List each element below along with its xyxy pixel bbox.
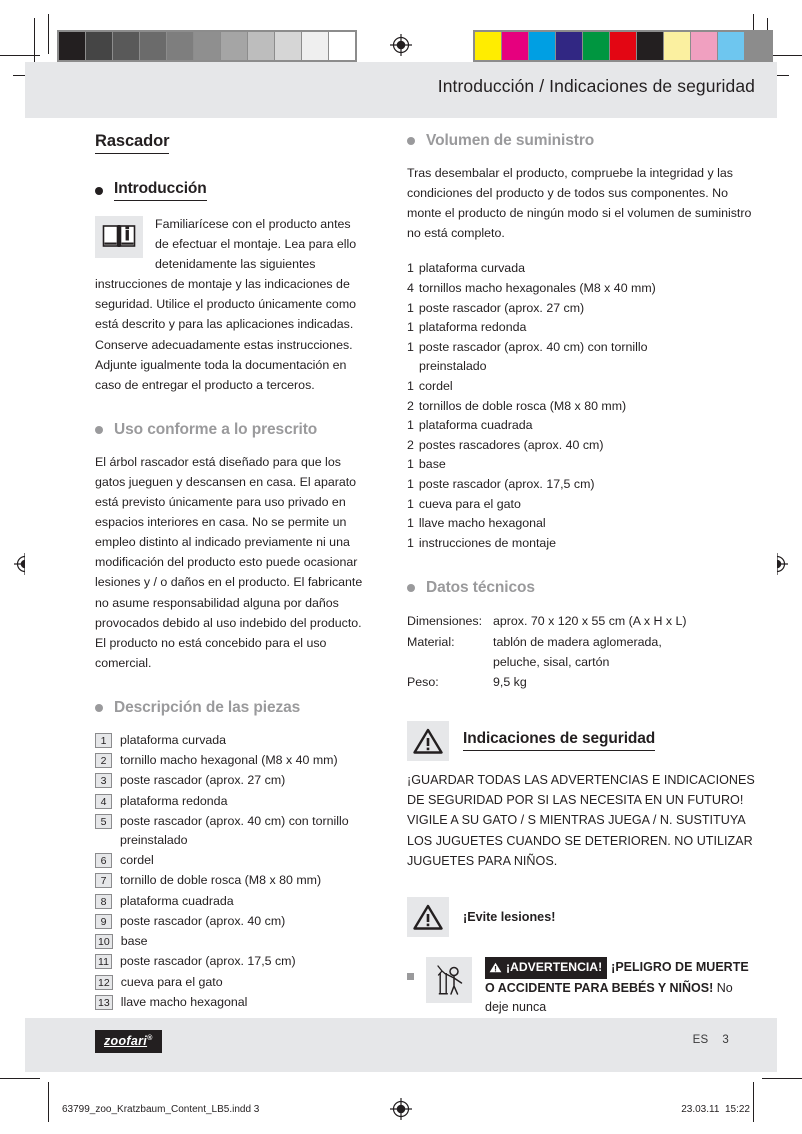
- part-label: poste rascador (aprox. 27 cm): [120, 773, 286, 788]
- part-number-box: 13: [95, 995, 113, 1010]
- slug-time: 15:22: [724, 1104, 750, 1115]
- list-item: [95, 812, 365, 850]
- gray-swatch: [329, 32, 355, 60]
- color-swatch: [745, 32, 771, 60]
- supply-quantity: 1: [407, 516, 414, 531]
- zoofari-logo-trademark: ®: [147, 1034, 153, 1042]
- supply-label: plataforma curvada: [418, 261, 525, 276]
- section-heading-volumen-suministro: [407, 132, 755, 150]
- spec-value: peluche, sisal, cartón: [493, 654, 610, 669]
- list-item: [407, 455, 755, 475]
- list-item: [407, 514, 755, 534]
- advertencia-bold-text: ¡PELIGRO DE MUERTE O ACCIDENTE PARA BEBÉS Y NIÑOS!: [485, 959, 749, 995]
- supply-label: preinstalado: [419, 359, 487, 374]
- list-item: [95, 952, 365, 971]
- part-number-box: 5: [95, 814, 112, 829]
- slug-date: 23.03.11: [681, 1104, 720, 1115]
- part-number-box: 7: [95, 873, 112, 888]
- part-label: tornillo macho hexagonal (M8 x 40 mm): [120, 753, 338, 768]
- column-gutter: [365, 118, 407, 1018]
- page-footer-band: [25, 1018, 777, 1072]
- part-label: cueva para el gato: [120, 974, 223, 989]
- section-heading-descripcion-piezas: [95, 699, 365, 717]
- part-label: poste rascador (aprox. 40 cm) con tornillo preinstalado: [120, 813, 349, 847]
- heading-datos-tecnicos: Datos técnicos: [426, 579, 535, 597]
- gray-swatch: [59, 32, 85, 60]
- section-heading-datos-tecnicos: [407, 579, 755, 597]
- spec-value: aprox. 70 x 120 x 55 cm (A x H x L): [493, 614, 687, 629]
- supply-label: postes rascadores (aprox. 40 cm): [418, 437, 604, 452]
- crop-mark-bottom-right-h: [762, 1078, 802, 1079]
- parts-description-list: [95, 731, 365, 1012]
- list-item: [407, 416, 755, 436]
- supply-quantity: 1: [407, 300, 414, 315]
- list-item: [407, 299, 755, 319]
- color-swatch: [718, 32, 744, 60]
- grayscale-calibration-strip: [57, 30, 357, 62]
- slug-timestamp: [681, 1104, 750, 1115]
- part-label: poste rascador (aprox. 17,5 cm): [120, 954, 296, 969]
- supply-quantity: 4: [407, 280, 414, 295]
- supply-label: tornillos macho hexagonales (M8 x 40 mm): [418, 280, 656, 295]
- list-item: [95, 751, 365, 770]
- advertencia-trailing-text: No deje nunca: [485, 980, 733, 1015]
- two-column-layout: [25, 118, 777, 1018]
- supply-quantity: 1: [407, 339, 414, 354]
- list-item: [407, 279, 755, 299]
- color-swatch: [691, 32, 717, 60]
- registration-mark-top: [389, 33, 413, 57]
- intro-paragraph-text: Familiarícese con el producto antes de efectuar el montaje. Lea para ello detenidamente las siguientes instrucciones de montaje y las indicaciones de seguridad. Utilice el producto únicamente como está descrito y para las aplicaciones indicadas. Conserve adecuadamente estas instrucciones. Adjunte igualmente toda la documentación en caso de entregar el producto a terceros.: [95, 217, 357, 392]
- bullet-dot-icon: [95, 704, 103, 712]
- list-item: [95, 851, 365, 870]
- list-item: [95, 871, 365, 890]
- supply-quantity: 1: [407, 378, 414, 393]
- section-heading-uso-conforme: [95, 421, 365, 439]
- supply-quantity: 1: [407, 457, 414, 472]
- supply-label: tornillos de doble rosca (M8 x 80 mm): [418, 398, 627, 413]
- warning-triangle-icon: [489, 962, 502, 973]
- spec-value: 9,5 kg: [493, 674, 527, 689]
- bullet-dot-icon: [407, 584, 415, 592]
- list-item: [95, 771, 365, 790]
- part-number-box: 4: [95, 794, 112, 809]
- supply-label: cordel: [418, 378, 453, 393]
- list-item: [407, 259, 755, 279]
- heading-indicaciones-seguridad: Indicaciones de seguridad: [463, 730, 655, 751]
- gray-swatch: [86, 32, 112, 60]
- square-bullet-icon: [407, 973, 414, 980]
- supply-quantity: 1: [407, 535, 414, 550]
- color-swatch: [556, 32, 582, 60]
- part-number-box: 1: [95, 733, 112, 748]
- supply-label: poste rascador (aprox. 27 cm): [418, 300, 585, 315]
- list-item: [95, 973, 365, 992]
- child-pulling-icon: [426, 957, 472, 1003]
- supply-label: plataforma cuadrada: [418, 418, 533, 433]
- page-header-title: Introducción / Indicaciones de seguridad: [437, 76, 755, 96]
- crop-mark-top-left-v: [48, 14, 49, 54]
- list-item: [407, 495, 755, 515]
- part-number-box: 8: [95, 894, 112, 909]
- supply-items-list: [407, 259, 755, 553]
- table-row: [407, 633, 687, 653]
- spec-key: Material:: [407, 634, 455, 649]
- heading-introduccion: Introducción: [114, 180, 207, 201]
- gray-swatch: [194, 32, 220, 60]
- list-item: [407, 318, 755, 338]
- part-label: cordel: [120, 853, 154, 868]
- list-item: [407, 436, 755, 456]
- intended-use-paragraph: El árbol rascador está diseñado para que los gatos jueguen y descansen en casa. El aparato está previsto únicamente para uso privado en espacios interiores en casa. No se permite un empleo distinto al indicado previamente ni una modificación del producto esto puede ocasionar lesiones y / o daños en el producto. El fabricante no asume responsabilidad alguna por daños provocados debido al uso indebido del producto. El producto no está concebido para el uso comercial.: [95, 454, 363, 670]
- gray-swatch: [140, 32, 166, 60]
- color-swatch: [529, 32, 555, 60]
- part-number-box: 9: [95, 914, 112, 929]
- safety-caps-paragraph: ¡GUARDAR TODAS LAS ADVERTENCIAS E INDICACIONES DE SEGURIDAD POR SI LAS NECESITA EN UN FUTURO! VIGILE A SU GATO / S MIENTRAS JUEGA / N. SUSTITUYA LOS JUGUETES CUANDO SE DETERIOREN. NO UTILIZAR JUGUETES PARA NIÑOS.: [407, 773, 755, 868]
- right-column: [407, 118, 777, 1018]
- warning-triangle-icon: [407, 897, 449, 937]
- list-item: [95, 993, 365, 1012]
- language-code: ES: [692, 1034, 709, 1046]
- color-swatch: [583, 32, 609, 60]
- gray-swatch: [302, 32, 328, 60]
- crop-mark-top-left-inner-v: [34, 18, 35, 64]
- part-label: tornillo de doble rosca (M8 x 80 mm): [120, 873, 322, 888]
- gray-swatch: [113, 32, 139, 60]
- crop-mark-bottom-right-v: [753, 1082, 754, 1122]
- book-info-icon: [95, 216, 143, 258]
- crop-mark-bottom-left-h: [0, 1078, 40, 1079]
- supply-label: plataforma redonda: [418, 320, 527, 335]
- list-item: [95, 912, 365, 931]
- table-row: [407, 612, 687, 632]
- supply-quantity: 1: [407, 496, 414, 511]
- page-title: Rascador: [95, 132, 169, 154]
- list-item: [407, 377, 755, 397]
- supply-label: cueva para el gato: [418, 496, 521, 511]
- list-item: [407, 397, 755, 417]
- supply-quantity: 1: [407, 261, 414, 276]
- color-swatch: [637, 32, 663, 60]
- bullet-dot-icon: [407, 137, 415, 145]
- gray-swatch: [167, 32, 193, 60]
- color-swatch: [502, 32, 528, 60]
- list-item: [407, 475, 755, 495]
- section-heading-indicaciones-seguridad: [407, 721, 755, 761]
- spec-value: tablón de madera aglomerada,: [493, 634, 662, 649]
- part-number-box: 11: [95, 954, 112, 969]
- part-number-box: 6: [95, 853, 112, 868]
- technical-data-table: [407, 612, 687, 693]
- list-item: [95, 892, 365, 911]
- heading-volumen-suministro: Volumen de suministro: [426, 132, 595, 149]
- crop-mark-bottom-left-v: [48, 1082, 49, 1122]
- section-heading-introduccion: [95, 180, 365, 201]
- part-label: plataforma curvada: [120, 732, 227, 747]
- supply-label: poste rascador (aprox. 17,5 cm): [418, 476, 595, 491]
- slug-filename: 63799_zoo_Kratzbaum_Content_LB5.indd 3: [62, 1104, 260, 1115]
- list-item: [407, 357, 755, 377]
- zoofari-logo: [95, 1030, 162, 1053]
- gray-swatch: [275, 32, 301, 60]
- supply-quantity: 2: [407, 437, 414, 452]
- advertencia-badge: [485, 957, 607, 979]
- supply-label: base: [418, 457, 446, 472]
- left-column: [25, 118, 365, 1018]
- list-item: [95, 731, 365, 750]
- advertencia-block: [407, 957, 755, 1018]
- color-swatch: [664, 32, 690, 60]
- page-number: 3: [722, 1034, 729, 1046]
- part-label: plataforma redonda: [120, 793, 228, 808]
- heading-uso-conforme: Uso conforme a lo prescrito: [114, 420, 318, 438]
- supply-label: poste rascador (aprox. 40 cm) con tornillo: [418, 339, 648, 354]
- list-item: [95, 932, 365, 951]
- part-number-box: 10: [95, 934, 113, 949]
- list-item: [95, 792, 365, 811]
- gray-swatch: [221, 32, 247, 60]
- list-item: [407, 338, 755, 358]
- color-calibration-strip: [473, 30, 773, 62]
- part-number-box: 12: [95, 975, 113, 990]
- part-label: llave macho hexagonal: [120, 994, 248, 1009]
- avoid-injury-row: [407, 897, 755, 937]
- part-number-box: 3: [95, 773, 112, 788]
- avoid-injury-label: ¡Evite lesiones!: [463, 909, 556, 924]
- advertencia-text: [485, 957, 755, 1018]
- supply-label: llave macho hexagonal: [418, 516, 546, 531]
- table-row: [407, 653, 687, 673]
- color-swatch: [475, 32, 501, 60]
- heading-descripcion-piezas: Descripción de las piezas: [114, 698, 301, 716]
- bullet-dot-icon: [95, 187, 103, 195]
- gray-swatch: [248, 32, 274, 60]
- part-number-box: 2: [95, 753, 112, 768]
- supply-quantity: 2: [407, 398, 414, 413]
- part-label: base: [120, 934, 148, 949]
- supply-quantity: 1: [407, 320, 414, 335]
- supply-quantity: 1: [407, 418, 414, 433]
- spec-key: Dimensiones:: [407, 614, 483, 629]
- list-item: [407, 534, 755, 554]
- advertencia-badge-label: ¡ADVERTENCIA!: [506, 959, 603, 974]
- intro-paragraph: [95, 214, 365, 395]
- part-label: poste rascador (aprox. 40 cm): [120, 913, 286, 928]
- zoofari-logo-text: zoofari: [104, 1034, 148, 1048]
- registration-mark-bottom: [389, 1097, 413, 1121]
- document-page: [25, 62, 777, 1072]
- color-swatch: [610, 32, 636, 60]
- bullet-dot-icon: [95, 426, 103, 434]
- table-row: [407, 673, 687, 693]
- spec-key: Peso:: [407, 674, 439, 689]
- supply-paragraph: Tras desembalar el producto, compruebe la integridad y las condiciones del producto y de todos sus componentes. No monte el producto de ningún modo si el volumen de suministro no está completo.: [407, 166, 752, 241]
- supply-label: instrucciones de montaje: [418, 535, 556, 550]
- supply-quantity: 1: [407, 476, 414, 491]
- warning-triangle-icon: [407, 721, 449, 761]
- spec-key: [407, 653, 493, 673]
- footer-page-marker: [693, 1034, 729, 1046]
- part-label: plataforma cuadrada: [120, 893, 234, 908]
